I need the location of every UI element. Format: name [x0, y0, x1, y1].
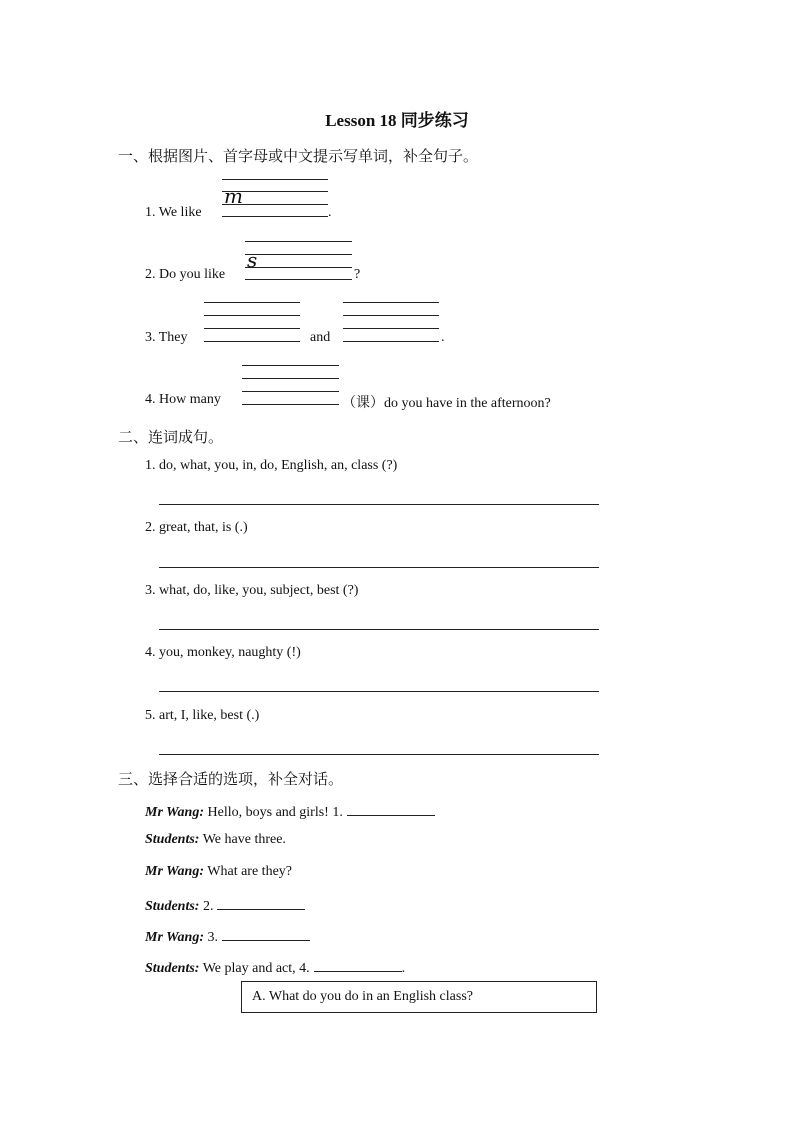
q2-text-label: 2. Do you like: [145, 267, 226, 282]
speaker: Mr Wang:: [145, 930, 205, 945]
dialogue-line-4: [145, 895, 305, 915]
s2-answer-line-5[interactable]: [159, 754, 599, 755]
s2-answer-line-2[interactable]: [159, 567, 599, 568]
page-title: Lesson 18 同步练习: [325, 111, 469, 130]
q2-initial-letter: s: [247, 248, 258, 272]
dialogue-blank-2[interactable]: [217, 895, 305, 910]
s2-item-2: 2. great, that, is (.): [145, 520, 248, 535]
option-a: A. What do you do in an English class?: [252, 989, 473, 1004]
dialogue-text: 2.: [202, 899, 214, 914]
s2-answer-line-1[interactable]: [159, 504, 599, 505]
dialogue-line-1: [145, 801, 435, 821]
dialogue-text: Hello, boys and girls! 1.: [207, 805, 343, 820]
s2-item-1: 1. do, what, you, in, do, English, an, class (?): [145, 458, 398, 473]
dialogue-blank-4[interactable]: [314, 957, 402, 972]
dialogue-blank-3[interactable]: [222, 926, 310, 941]
section-1-heading: 一、根据图片、首字母或中文提示写单词，补全句子。: [118, 147, 479, 165]
q4-hint: （课）do you have in the afternoon?: [342, 396, 551, 411]
s2-item-5: 5. art, I, like, best (.): [145, 708, 260, 723]
dialogue-line-3: [145, 864, 292, 880]
speaker: Mr Wang:: [145, 864, 205, 879]
speaker: Students:: [145, 961, 200, 976]
speaker: Students:: [145, 899, 200, 914]
s2-item-4: 4. you, monkey, naughty (!): [145, 645, 301, 660]
dialogue-line-6: Students: We play and act, 4. .: [145, 957, 405, 977]
option-box: [241, 981, 597, 1013]
s2-item-3: 3. what, do, like, you, subject, best (?): [145, 583, 359, 598]
q1-initial-letter: m: [224, 184, 243, 208]
q3-text: 3. They: [145, 330, 188, 345]
s2-answer-line-3[interactable]: [159, 629, 599, 630]
dialogue-line-2: [145, 832, 286, 848]
q2-end-punct: ?: [354, 267, 361, 282]
speaker: Students:: [145, 832, 200, 847]
dialogue-text: What are they?: [207, 864, 292, 879]
section-2-heading: 二、连词成句。: [118, 428, 224, 446]
dialogue-line-5: [145, 926, 310, 946]
q1-text: 1. We like: [145, 205, 202, 220]
dialogue-text: We play and act, 4.: [202, 961, 310, 976]
dialogue-text: 3.: [207, 930, 219, 945]
q4-text: 4. How many: [145, 392, 221, 407]
q3-and: and: [310, 330, 331, 345]
dialogue-text: We have three.: [202, 832, 286, 847]
q1-end-punct: .: [328, 205, 332, 220]
q3-end-punct: .: [441, 330, 445, 345]
speaker: Mr Wang:: [145, 805, 205, 820]
section-3-heading: 三、选择合适的选项，补全对话。: [118, 770, 344, 788]
s2-answer-line-4[interactable]: [159, 691, 599, 692]
dialogue-blank-1[interactable]: [347, 801, 435, 816]
